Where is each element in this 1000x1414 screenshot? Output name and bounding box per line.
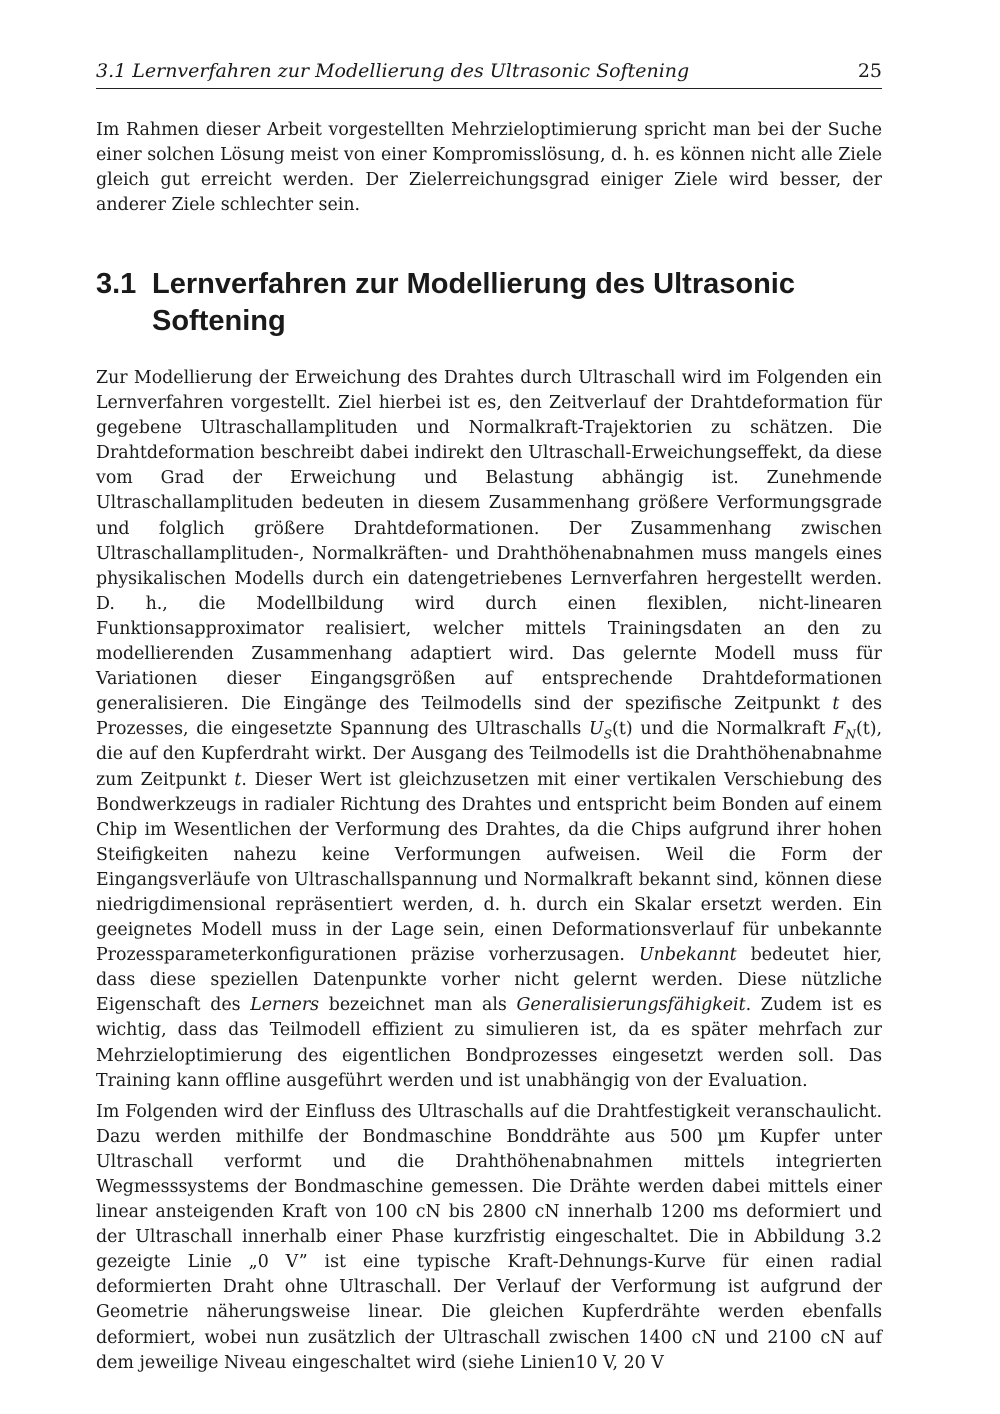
p1-text-4: , die auf den Kupferdraht wirkt. Der Ausgang des Teilmodells ist die Drahthöhenabnahme zum Zeitpunkt <box>96 719 883 790</box>
emphasis-unbekannt: Unbekannt <box>639 945 737 966</box>
paragraph-2: Im Folgenden wird der Einfluss des Ultraschalls auf die Drahtfestigkeit veranschaulicht. Dazu werden mithilfe der Bondmaschine Bonddrähte aus 500 µm Kupfer unter Ultraschall verformt und die Drahthöhenabnahmen mittels integrierten Wegmesssystems der Bondmaschine gemessen. Die Drähte werden dabei mittels einer linear ansteigenden Kraft von 100 cN bis 2800 cN innerhalb 1200 ms deformiert und der Ultraschall innerhalb einer Phase kurzfristig eingeschaltet. Die in Abbildung 3.2 gezeigte Linie „0 V” ist eine typische Kraft-Dehnungs-Kurve für einen radial deformierten Draht ohne Ultraschall. Der Verlauf der Verformung ist aufgrund der Geometrie näherungsweise linear. Die gleichen Kupferdrähte werden ebenfalls deformiert, wobei nun zusätzlich der Ultraschall zwischen 1400 cN und 2100 cN auf dem jeweilige Niveau eingeschaltet wird (siehe Linien10 V, 20 V <box>96 1101 882 1373</box>
section-number: 3.1 <box>96 268 137 300</box>
section-heading <box>96 266 882 340</box>
intro-text-block <box>96 118 882 218</box>
math-var-t: t <box>832 694 840 715</box>
math-var-U: U <box>589 719 604 740</box>
section-body <box>96 366 882 1376</box>
section-title: Lernverfahren zur Modellierung des Ultrasonic Softening <box>152 268 795 337</box>
p1-text-5: . Dieser Wert ist gleichzusetzen mit einer vertikalen Verschiebung des Bondwerkzeugs in radialer Richtung des Drahtes und entspricht beim Bonden auf einem Chip im Wesentlichen der Verformung des Drahtes, da die Chips aufgrund ihrer hohen Steifigkeiten nahezu keine Verformungen aufweisen. Weil die Form der Eingangsverläufe von Ultraschallspannung und Normalkraft bekannt sind, können diese niedrigdimensional repräsentiert werden, d. h. durch ein Skalar ersetzt werden. Ein geeignetes Modell muss in der Lage sein, einen Deformationsverlauf für unbekannte Prozessparameterkonfigurationen präzise vorherzusagen. <box>96 769 882 966</box>
page-number: 25 <box>857 60 882 82</box>
emphasis-generalisierungsfaehigkeit: Generalisierungsfähigkeit <box>516 995 746 1016</box>
p1-text-1: Zur Modellierung der Erweichung des Drahtes durch Ultraschall wird im Folgenden ein Lernverfahren vorgestellt. Ziel hierbei ist es, den Zeitverlauf der Drahtdeformation für gegebene Ultraschallamplituden und Normalkraft-Trajektorien zu schätzen. Die Drahtdeformation beschreibt dabei indirekt den Ultraschall-Erweichungseffekt, da diese vom Grad der Erweichung und Belastung abhängig ist. Zunehmende Ultraschallamplituden bedeuten in diesem Zusammenhang größere Verformungsgrade und folglich größere Drahtdeformationen. Der Zusammenhang zwischen Ultraschallamplituden-, Normalkräften- und Drahthöhenabnahmen muss mangels eines physikalischen Modells durch ein datengetriebenes Lernverfahren hergestellt werden. D. h., die Modellbildung wird durch einen flexiblen, nicht-linearen Funktionsapproximator realisiert, welcher mittels Trainingsdaten an den zu modellierenden Zusammenhang adaptiert wird. Das gelernte Modell muss für Variationen dieser Eingangsgrößen auf entsprechende Drahtdeformationen generalisieren. Die Eingänge des Teilmodells sind der spezifische Zeitpunkt <box>96 368 882 715</box>
emphasis-lerners: Lerners <box>250 995 320 1016</box>
p1-text-8: . Zudem ist es wichtig, dass das Teilmodell effizient zu simulieren ist, da es später mehrfach zur Mehrzieloptimierung des eigentlichen Bondprozesses eingesetzt werden soll. Das Training kann offline ausgeführt werden und ist unabhängig von der Evaluation. <box>96 995 882 1091</box>
math-sub-S: S <box>603 727 613 742</box>
math-var-F: F <box>833 719 846 740</box>
paragraph-1 <box>96 366 882 1094</box>
running-title: 3.1 Lernverfahren zur Modellierung des Ultrasonic Softening <box>96 60 690 82</box>
p1-text-7: bezeichnet man als <box>328 995 507 1016</box>
p1-text-2: des Prozesses, die eingesetzte Spannung des Ultraschalls <box>96 694 882 740</box>
p1-text-6: bedeutet hier, dass diese speziellen Datenpunkte vorher nicht gelernt werden. Diese nützliche Eigenschaft des <box>96 945 882 1016</box>
math-sub-N: N <box>845 727 856 742</box>
math-arg-t2: (t) <box>855 719 877 740</box>
p1-text-3: und die Normalkraft <box>640 719 826 740</box>
math-var-t-2: t <box>234 769 242 790</box>
intro-paragraph: Im Rahmen dieser Arbeit vorgestellten Mehrzieloptimierung spricht man bei der Suche einer solchen Lösung meist von einer Kompromisslösung, d. h. es können nicht alle Ziele gleich gut erreicht werden. Der Zielerreichungsgrad einiger Ziele wird besser, der anderer Ziele schlechter sein. <box>96 120 882 216</box>
math-arg-t1: (t) <box>612 719 633 740</box>
running-header <box>96 58 882 89</box>
